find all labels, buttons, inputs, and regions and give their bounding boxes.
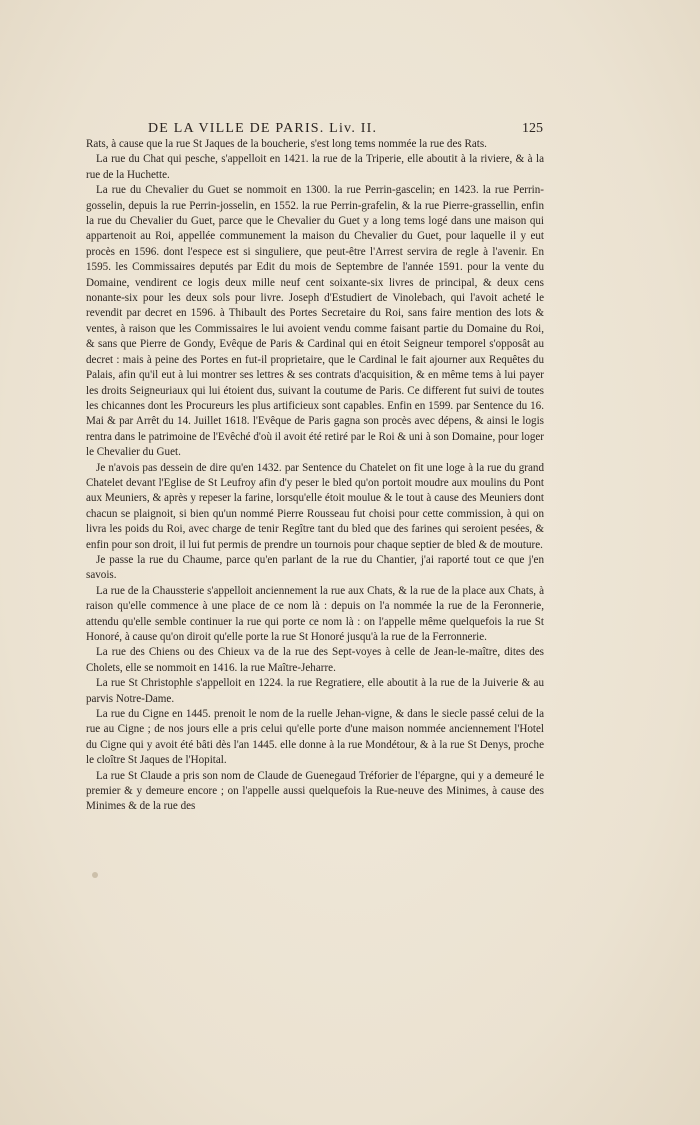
page-number: 125 bbox=[522, 121, 543, 136]
paragraph-chiens: La rue des Chiens ou des Chieux va de la rue des Sept-voyes à celle de Jean-le-maître, dites des Cholets, elle se nommoit en 1416. la rue Maître-Jeharre. bbox=[86, 646, 544, 674]
paragraph-cigne: La rue du Cigne en 1445. prenoit le nom de la ruelle Jehan-vigne, & dans le siecle passé celui de la rue au Cigne ; de nos jours elle a pris celui qu'elle porte d'une maison nommée anciennement l'Hotel du Cigne qui y avoit été bâti dès l'an 1445. elle donne à la rue Mondétour, & à la rue St Denys, proche le cloître St Jaques de l'Hopital. bbox=[86, 708, 544, 767]
body-text bbox=[86, 137, 544, 815]
paragraph-chaume: Je passe la rue du Chaume, parce qu'en parlant de la rue du Chantier, j'ai raporté tout ce que j'en savois. bbox=[86, 553, 544, 582]
paragraph-chevalier-du-guet: La rue du Chevalier du Guet se nommoit en 1300. la rue Perrin-gascelin; en 1423. la rue Perrin-gosselin, depuis la rue Perrin-josselin, en 1552. la rue Perrin-grafelin, & la rue Pierre-grassellin, enfin la rue du Chevalier du Guet, parce que le Chevalier du Guet y a long tems logé dans une maison qui appartenoit au Roi, appellée communement la maison du Chevalier du Guet, pour laquelle il y eut procès en 1596. dont l'espece est si singuliere, que peut-être l'Arrest servira de regle à l'avenir. En 1595. les Commissaires deputés par Edit du mois de Septembre de l'année 1591. pour la vente du Domaine, vendirent ce logis deux mille neuf cent soixante-six livres de principal, & deux cens nonante-six pour les deux sols pour livre. Joseph d'Estudiert de Vinolebach, qui l'avoit acheté le revendit par decret en 1596. à Thibault des Portes Secretaire du Roi, sans faire mention des lots & ventes, à raison que les Commissaires le lui avoient vendu comme faisant partie du Domaine du Roi, & sans que Pierre de Gondy, Evêque de Paris & Cardinal qui en étoit Seigneur temporel s'opposât au decret : mais à peine des Portes en fut-il proprietaire, que le Cardinal le fait ajourner aux Requêtes du Palais, afin qu'il eut à lui montrer ses lettres & ses contrats d'acquisition, & en même tems à lui payer les droits Seigneuriaux qui lui étoient dus, suivant la coutume de Paris. Ce different fut suivi de toutes les chicannes dont les Procureurs les plus artificieux sont capables. Enfin en 1599. par Sentence du 16. Mai & par Arrêt du 14. Juillet 1618. l'Evêque de Paris gagna son procès avec dépens, & ainsi le logis rentra dans le patrimoine de l'Evêché d'où il avoit été retiré par le Roi & uni à son Domaine, pour loger le Chevalier du Guet. bbox=[86, 184, 544, 459]
paragraph-chat-qui-pesche: La rue du Chat qui pesche, s'appelloit en 1421. la rue de la Triperie, elle aboutit à la riviere, & à la rue de la Huchette. bbox=[86, 153, 544, 181]
paragraph-st-claude: La rue St Claude a pris son nom de Claude de Guenegaud Tréforier de l'épargne, qui y a demeuré le premier & y demeure encore ; on l'appelle aussi quelquefois la Rue-neuve des Minimes, à cause des Minimes & de la rue des bbox=[86, 769, 544, 813]
paragraph-chaussterie: La rue de la Chaussterie s'appelloit anciennement la rue aux Chats, & la rue de la place aux Chats, à raison qu'elle commence à une place de ce nom là : depuis on l'a nommée la rue de la Feronnerie, attendu qu'elle semble continuer la rue qui porte ce nom là : on l'appelle même quelquefois la rue St Honoré, à cause qu'on diroit qu'elle porte la rue St Honoré jusqu'à la rue de la Ferronnerie. bbox=[86, 584, 544, 643]
paragraph-sentence-chatelet: Je n'avois pas dessein de dire qu'en 1432. par Sentence du Chatelet on fit une loge à la rue du grand Chatelet devant l'Eglise de St Leufroy afin d'y peser le bled qu'on portoit moudre aux moulins du Pont aux Meuniers, & après y repeser la farine, lorsqu'elle étoit moulue & le tout à cause des Meuniers dont chacun se plaignoit, si bien qu'un nommé Pierre Rousseau fut choisi pour cette commission, à qui on livra les poids du Roi, avec charge de tenir Regître tant du bled que des farines qui seroient pesées, & enfin pour son droit, il lui fut permis de prendre un tournois pour chaque septier de bled & de mouture. bbox=[86, 461, 544, 551]
paper-spot bbox=[92, 872, 98, 878]
paragraph-rats: Rats, à cause que la rue St Jaques de la boucherie, s'est long tems nommée la rue des Rats. bbox=[86, 138, 487, 150]
paragraph-st-christophle: La rue St Christophle s'appelloit en 1224. la rue Regratiere, elle aboutit à la rue de la Juiverie & au parvis Notre-Dame. bbox=[86, 677, 544, 705]
running-head: DE LA VILLE DE PARIS. Liv. II. bbox=[148, 121, 378, 136]
